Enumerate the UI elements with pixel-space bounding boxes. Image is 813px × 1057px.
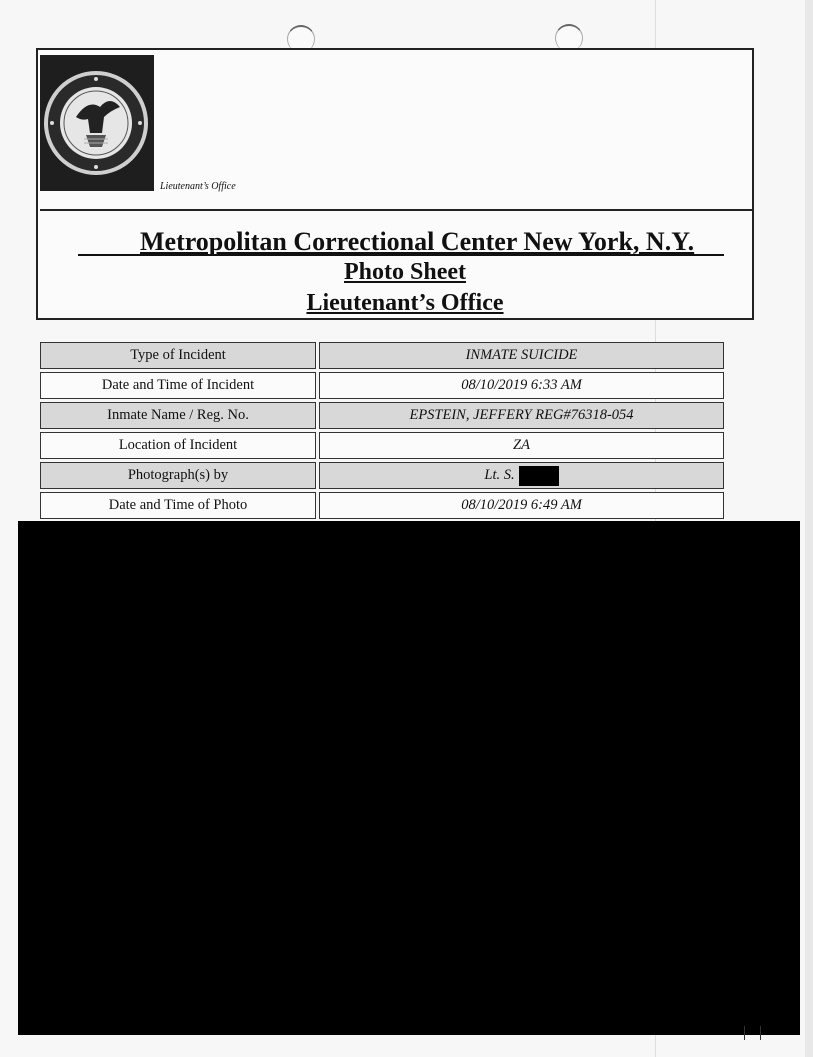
photographer-name: Lt. S. [484,467,515,483]
incident-table [40,342,724,522]
edge-marks [742,1026,762,1040]
row-value: 08/10/2019 6:49 AM [319,492,724,519]
document-subtitle: Photo Sheet [344,259,466,285]
row-label: Inmate Name / Reg. No. [40,402,316,429]
row-value: INMATE SUICIDE [319,342,724,369]
row-label: Type of Incident [40,342,316,369]
row-value: 08/10/2019 6:33 AM [319,372,724,399]
row-value: ZA [319,432,724,459]
bop-seal-logo [40,55,154,191]
redacted-photo-area [18,521,800,1035]
row-label: Photograph(s) by [40,462,316,489]
document-subtitle-office: Lieutenant’s Office [306,290,504,316]
table-row [40,462,724,489]
row-label: Location of Incident [40,432,316,459]
header-divider [40,209,754,211]
redaction-box [519,466,559,486]
page-edge [805,0,813,1057]
table-row [40,432,724,459]
row-label: Date and Time of Photo [40,492,316,519]
seal-icon [40,55,154,191]
row-value: EPSTEIN, JEFFERY REG#76318-054 [319,402,724,429]
office-caption: Lieutenant’s Office [160,181,236,192]
table-row [40,372,724,399]
document-title: Metropolitan Correctional Center New York, N.Y. [140,227,695,256]
table-row [40,342,724,369]
table-row [40,402,724,429]
table-row [40,492,724,519]
row-value [319,462,724,489]
row-label: Date and Time of Incident [40,372,316,399]
